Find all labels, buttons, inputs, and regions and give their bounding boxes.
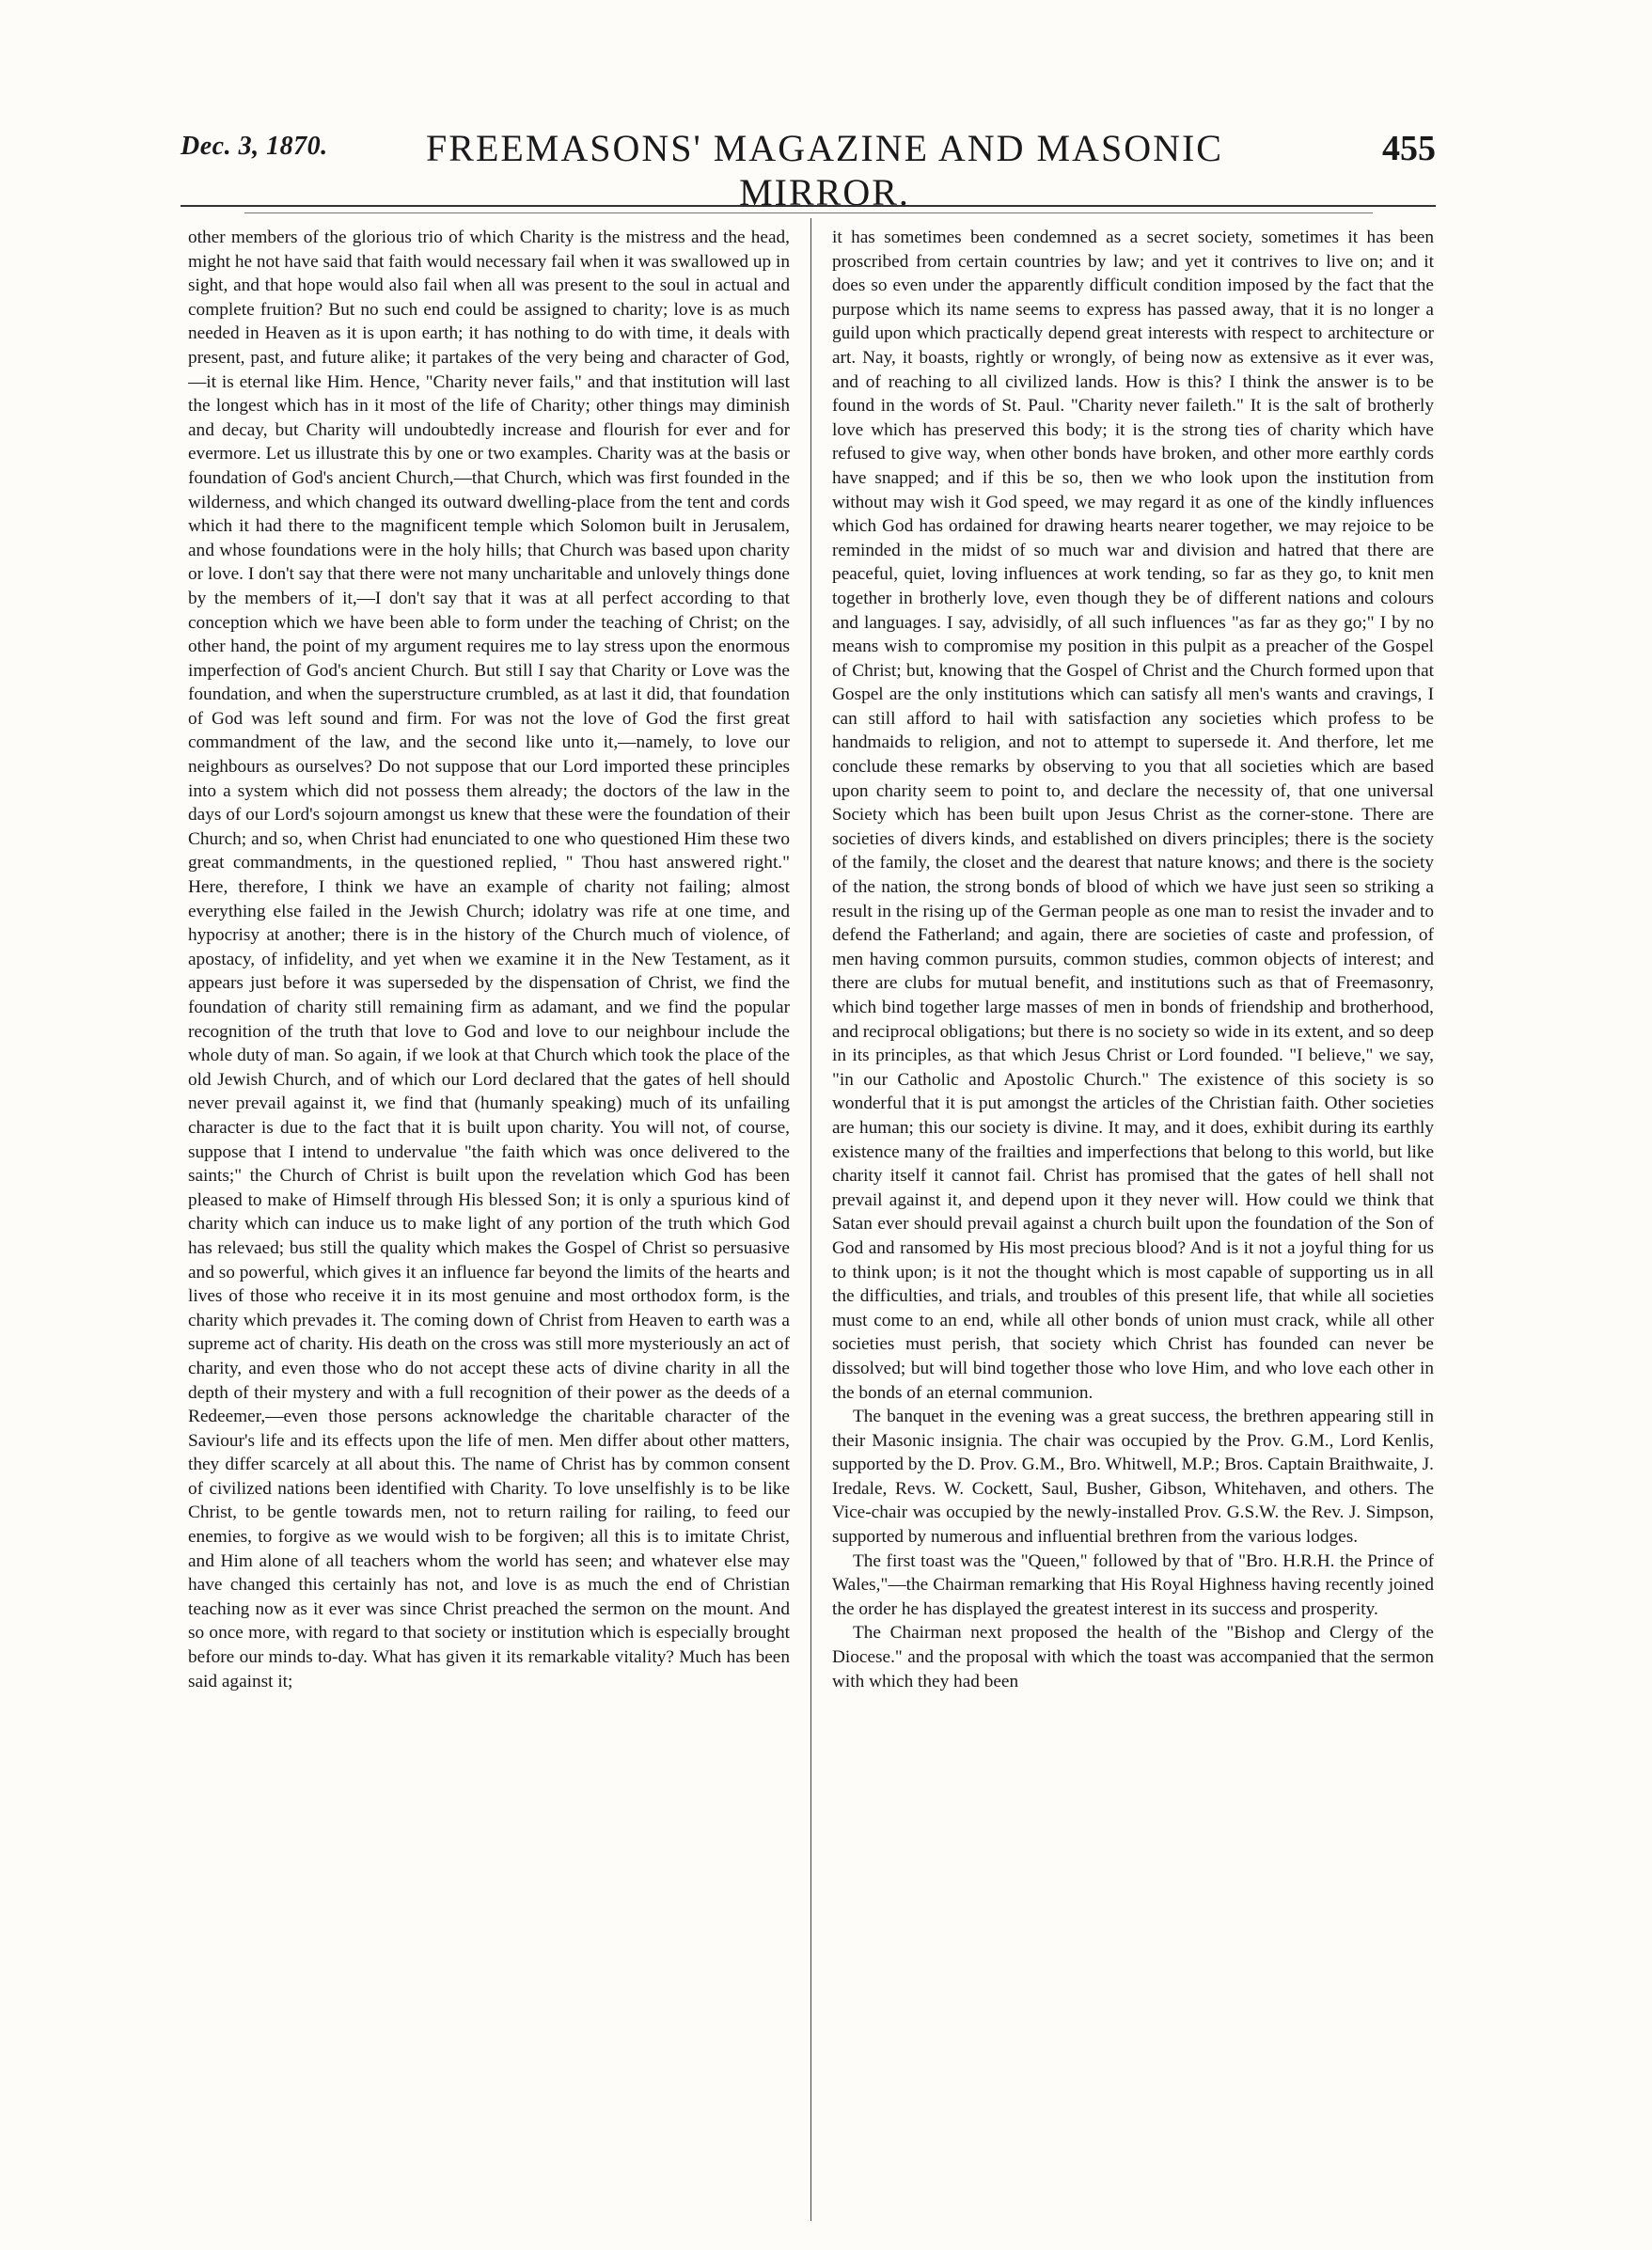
header-rule bbox=[181, 205, 1436, 207]
sermon-paragraph-conclusion: it has sometimes been condemned as a secret society, sometimes it has been proscribed from certain countries by law; and yet it contrives to live on; and it does so even under the apparently difficult condition imposed by the fact that the purpose which its name seems to express has passed away, that it is no longer a guild upon which practically depend great interests with respect to architecture or art. Nay, it boasts, rightly or wrongly, of being now as extensive as it ever was, and of reaching to all civilized lands. How is this? I think the answer is to be found in the words of St. Paul. "Charity never faileth." It is the salt of brotherly love which has preserved this body; it is the strong ties of charity which have refused to give way, when other bonds have broken, and other more earthly cords have snapped; and if this be so, then we who look upon the institution from without may wish it God speed, we may regard it as one of the kindly influences which God has ordained for drawing hearts nearer together, we may rejoice to be reminded in the midst of so much war and division and hatred that there are peaceful, quiet, loving influences at work tending, so far as they go, to knit men together in brotherly love, even though they be of different nations and colours and languages. I say, advisidly, of all such influences "as far as they go;" I by no means wish to compromise my position in this pulpit as a preacher of the Gospel of Christ; but, knowing that the Gospel of Christ and the Church formed upon that Gospel are the only institutions which can satisfy all men's wants and cravings, I can still afford to hail with satisfaction any societies which profess to be handmaids to religion, and not to attempt to supersede it. And therfore, let me conclude these remarks by observing to you that all societies which are based upon charity seem to point to, and declare the necessity of, that one universal Society which has been built upon Jesus Christ as the corner-stone. There are societies of divers kinds, and established on divers principles; there is the society of the family, the closet and the dearest that nature knows; and there is the society of the nation, the strong bonds of blood of which we have just seen so striking a result in the rising up of the German people as one man to resist the invader and to defend the Fatherland; and again, there are societies of caste and profession, of men having common pursuits, common studies, common objects of interest; and there are clubs for mutual benefit, and institutions such as that of Freemasonry, which bind together large masses of men in bonds of friendship and brotherhood, and reciprocal obligations; but there is no society so wide in its extent, and so deep in its principles, as that which Jesus Christ or Lord founded. "I believe," we say, "in our Catholic and Apostolic Church." The existence of this society is so wonderful that it is put amongst the articles of the Christian faith. Other societies are human; this our society is divine. It may, and it does, exhibit during its earthly existence many of the frailties and imperfections that belong to this world, but like charity itself it cannot fail. Christ has promised that the gates of hell shall not prevail against it, and depend upon it they never will. How could we think that Satan ever should prevail against a church built upon the foundation of the Son of God and ransomed by His most precious blood? And is it not a joyful thing for us to think upon; is it not the thought which is most capable of supporting us in all the difficulties, and trials, and troubles of this present life, that while all societies must come to an end, while all other bonds of union must crack, while all other societies must perish, that society which Christ has founded can never be dissolved; but will bind together those who love Him, and who love each other in the bonds of an eternal communion. bbox=[832, 228, 1434, 1403]
right-column bbox=[832, 226, 1434, 2210]
column-divider bbox=[810, 218, 811, 2221]
header-rule-thin bbox=[244, 212, 1373, 213]
publication-title: FREEMASONS' MAGAZINE AND MASONIC MIRROR. bbox=[426, 127, 1223, 213]
banquet-paragraph: The banquet in the evening was a great success, the brethren appearing still in their Masonic insignia. The chair was occupied by the Prov. G.M., Lord Kenlis, supported by the D. Prov. G.M., Bro. Whitwell, M.P.; Bros. Captain Braithwaite, J. Iredale, Revs. W. Cockett, Saul, Busher, Gibson, Whitehaven, and others. The Vice-chair was occupied by the newly-installed Prov. G.S.W. the Rev. J. Simpson, supported by numerous and influential brethren from the various lodges. bbox=[832, 1407, 1434, 1548]
sermon-paragraph-continued: other members of the glorious trio of which Charity is the mistress and the head, might he not have said that faith would necessary fail when it was swallowed up in sight, and that hope would also fail when all was present to the soul in actual and complete fruition? But no such end could be assigned to charity; love is as much needed in Heaven as it is upon earth; it has nothing to do with time, it deals with present, past, and future alike; it partakes of the very being and character of God,—it is eternal like Him. Hence, "Charity never fails," and that institution will last the longest which has in it most of the life of Charity; other things may diminish and decay, but Charity will undoubtedly increase and flourish for ever and for evermore. Let us illustrate this by one or two examples. Charity was at the basis or foundation of God's ancient Church,—that Church, which was first founded in the wilderness, and which changed its outward dwelling-place from the tent and cords which it had there to the magnificent temple which Solomon built in Jerusalem, and whose foundations were in the holy hills; that Church was based upon charity or love. I don't say that there were not many uncharitable and unlovely things done by the members of it,—I don't say that it was at all perfect according to that conception which we have been able to form under the teaching of Christ; on the other hand, the point of my argument requires me to lay stress upon the enormous imperfection of God's ancient Church. But still I say that Charity or Love was the foundation, and when the superstructure crumbled, as at last it did, that foundation of God was left sound and firm. For was not the love of God the first great commandment of the law, and the second like unto it,—namely, to love our neighbours as ourselves? Do not suppose that our Lord imported these principles into a system which did not possess them already; the doctors of the law in the days of our Lord's sojourn amongst us knew that these were the foundation of their Church; and so, when Christ had enunciated to one who questioned Him these two great commandments, in the questioned replied, " Thou hast answered right." Here, therefore, I think we have an example of charity not failing; almost everything else failed in the Jewish Church; idolatry was rife at one time, and hypocrisy at another; there is in the history of the Church much of violence, of apostacy, of infidelity, and yet when we examine it in the New Testament, as it appears just before it was superseded by the dispensation of Christ, we find the foundation of charity still remaining firm as adamant, and we find the popular recognition of the truth that love to God and love to our neighbour include the whole duty of man. So again, if we look at that Church which took the place of the old Jewish Church, and of which our Lord declared that the gates of hell should never prevail against it, we find that (humanly speaking) much of its unfailing character is due to the fact that it is built upon charity. You will not, of course, suppose that I intend to undervalue "the faith which was once delivered to the saints;" the Church of Christ is built upon the revelation which God has been pleased to make of Himself through His blessed Son; it is only a spurious kind of charity which can induce us to make light of any portion of the truth which God has relevaed; bus still the quality which makes the Gospel of Christ so persuasive and so powerful, which gives it an influence far beyond the limits of the hearts and lives of those who receive it in its most genuine and most orthodox form, is the charity which prevades it. The coming down of Christ from Heaven to earth was a supreme act of charity. His death on the cross was still more mysteriously an act of charity, and even those who do not accept these acts of divine charity in all the depth of their mystery and with a full recognition of their power as the deeds of a Redeemer,—even those persons acknowledge the charitable character of the Saviour's life and its effects upon the life of men. Men differ about other matters, they differ scarcely at all about this. The name of Christ has by common consent of civilized nations been identified with Charity. To love unselfishly is to be like Christ, to be gentle towards men, not to return railing for railing, to feed our enemies, to forgive as we would wish to be forgiven; all this is to imitate Christ, and Him alone of all teachers whom the world has seen; and whatever else may have changed this certainly has not, and love is as much the end of Christian teaching now as it ever was since Christ preached the sermon on the mount. And so once more, with regard to that society or institution which is especially brought before our minds to-day. What has given it its remarkable vitality? Much has been said against it; bbox=[188, 228, 790, 1691]
toast-paragraph: The first toast was the "Queen," followed by that of "Bro. H.R.H. the Prince of Wales,"—the Chairman remarking that His Royal Highness having recently joined the order he has displayed the greatest interest in its success and prosperity. bbox=[832, 1550, 1434, 1619]
masthead bbox=[181, 118, 1436, 213]
left-column bbox=[188, 226, 790, 2210]
issue-date: Dec. 3, 1870. bbox=[181, 132, 328, 161]
page-number: 455 bbox=[1382, 129, 1436, 168]
bishop-toast-paragraph: The Chairman next proposed the health of the "Bishop and Clergy of the Diocese." and the proposal with which the toast was accompanied that the sermon with which they had been bbox=[832, 1623, 1434, 1691]
